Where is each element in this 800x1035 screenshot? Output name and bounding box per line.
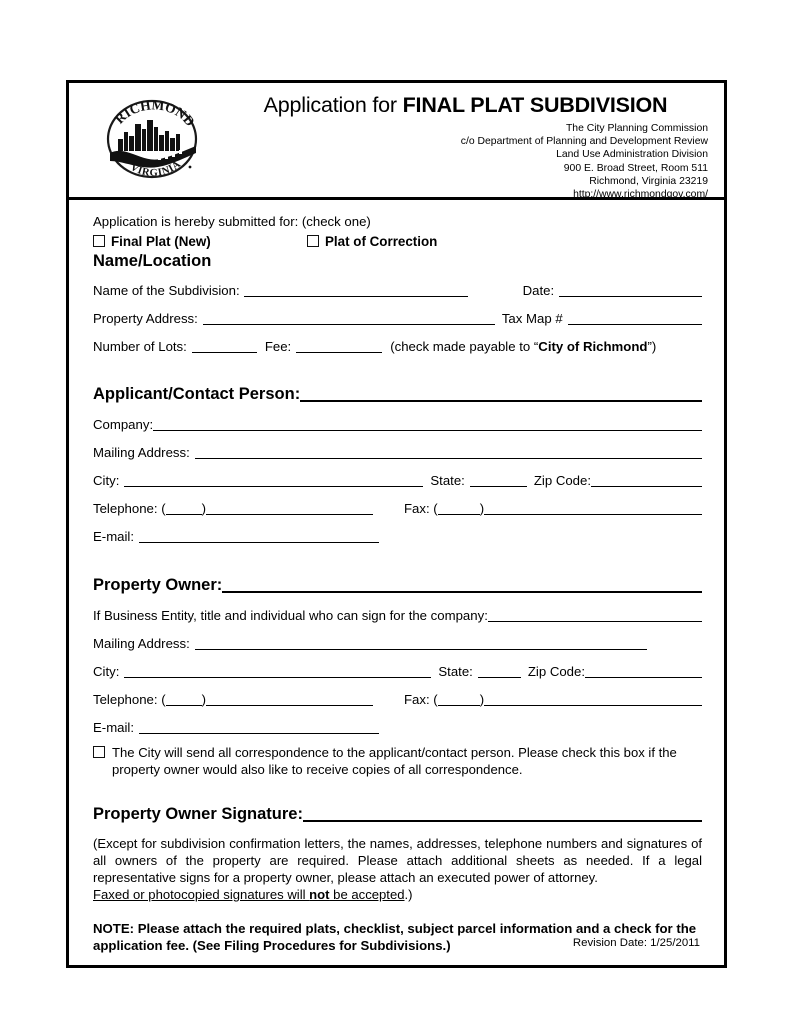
form-body <box>69 200 724 955</box>
input-applicant-city[interactable] <box>124 473 423 487</box>
input-applicant-email[interactable] <box>139 529 379 543</box>
checkbox-owner-correspondence[interactable] <box>93 746 105 758</box>
input-applicant-zip[interactable] <box>591 473 702 487</box>
row-owner-mailing-address <box>93 636 702 650</box>
signature-note-not: not <box>309 887 330 903</box>
submission-options <box>93 234 702 253</box>
label-applicant-state: State: <box>430 472 465 488</box>
payable-prefix: (check made payable to “ <box>390 338 539 354</box>
input-applicant-state[interactable] <box>470 473 527 487</box>
label-business-entity: If Business Entity, title and individual who can sign for the company: <box>93 607 488 623</box>
input-applicant-telephone[interactable] <box>206 501 373 515</box>
applicant-fax-paren: ) <box>479 500 485 516</box>
signature-note-underline-2: be accepted <box>329 887 405 903</box>
payable-suffix: ”) <box>647 338 657 354</box>
owner-telephone-paren: ) <box>201 691 206 707</box>
label-owner-telephone: Telephone: ( <box>93 691 166 707</box>
input-business-entity[interactable] <box>488 608 702 622</box>
submission-instruction: Application is hereby submitted for: (check one) <box>93 214 371 229</box>
label-applicant-telephone: Telephone: ( <box>93 500 166 516</box>
label-applicant-zip: Zip Code: <box>533 472 592 488</box>
section-heading-property-owner-row <box>93 576 702 593</box>
address-line: 900 E. Broad Street, Room 511 <box>563 162 708 174</box>
label-property-address: Property Address: <box>93 310 198 326</box>
row-applicant-mailing-address <box>93 445 702 459</box>
logo-richmond-text: RICHMOND <box>111 97 198 130</box>
input-property-address[interactable] <box>203 311 495 325</box>
label-plat-of-correction: Plat of Correction <box>325 233 438 249</box>
form-header <box>69 83 724 200</box>
applicant-telephone-paren: ) <box>201 500 206 516</box>
input-tax-map[interactable] <box>568 311 702 325</box>
agency-website-link[interactable]: http://www.richmondgov.com/ <box>573 189 708 201</box>
label-final-plat-new: Final Plat (New) <box>111 233 211 249</box>
section-heading-applicant-row <box>93 385 702 402</box>
payable-note <box>390 340 656 353</box>
input-owner-mailing-address[interactable] <box>195 636 647 650</box>
section-heading-owner-signature: Property Owner Signature: <box>93 804 303 823</box>
owner-fax-paren: ) <box>479 691 485 707</box>
checkbox-plat-of-correction[interactable] <box>307 235 319 247</box>
label-tax-map: Tax Map # <box>501 310 563 326</box>
page-title <box>219 94 712 118</box>
input-number-of-lots[interactable] <box>192 339 257 353</box>
signature-note-paragraph <box>93 835 702 903</box>
input-owner-fax-areacode[interactable] <box>438 692 480 706</box>
label-applicant-city: City: <box>93 472 120 488</box>
signature-note-part1: (Except for subdivision confirmation letters, the names, addresses, telephone numbers and signatures of all owners of the property are required. Please attach additional sheets as needed. If a legal representative signs for a property owner, please attach an executed power of attorney. <box>93 836 702 886</box>
label-applicant-fax: Fax: ( <box>404 500 438 516</box>
submission-option-2-group <box>307 234 437 249</box>
input-owner-telephone[interactable] <box>206 692 373 706</box>
title-emphasis: FINAL PLAT SUBDIVISION <box>402 93 668 117</box>
input-date[interactable] <box>559 283 702 297</box>
agency-address-block <box>219 122 712 202</box>
label-owner-city: City: <box>93 663 120 679</box>
row-applicant-company <box>93 417 702 431</box>
signature-note-tail: .) <box>404 887 413 903</box>
row-owner-email <box>93 720 702 734</box>
label-owner-mailing-address: Mailing Address: <box>93 635 190 651</box>
row-applicant-phone-fax <box>93 501 702 515</box>
header-title-block <box>219 94 712 202</box>
input-owner-email[interactable] <box>139 720 379 734</box>
input-owner-city[interactable] <box>124 664 431 678</box>
section-heading-applicant: Applicant/Contact Person: <box>93 384 301 403</box>
input-applicant-fax-areacode[interactable] <box>438 501 480 515</box>
label-owner-zip: Zip Code: <box>527 663 586 679</box>
label-owner-email: E-mail: <box>93 719 135 735</box>
section-heading-name-location: Name/Location <box>93 251 212 270</box>
signature-note-underline-1: Faxed or photocopied signatures will <box>93 887 310 903</box>
row-property-address-taxmap <box>93 311 702 325</box>
input-fee[interactable] <box>296 339 382 353</box>
address-line: The City Planning Commission <box>565 122 708 134</box>
logo-virginia-text: VIRGINIA <box>128 158 184 179</box>
input-applicant-company[interactable] <box>153 417 702 431</box>
row-applicant-email <box>93 529 702 543</box>
input-applicant-fax[interactable] <box>484 501 702 515</box>
input-subdivision-name[interactable] <box>244 283 468 297</box>
section-heading-signature-row <box>93 805 702 822</box>
input-owner-fax[interactable] <box>484 692 702 706</box>
address-line: Richmond, Virginia 23219 <box>589 175 708 187</box>
row-subdivision-date <box>93 283 702 297</box>
row-lots-fee <box>93 339 702 353</box>
row-owner-phone-fax <box>93 692 702 706</box>
label-date: Date: <box>522 282 555 298</box>
section-heading-property-owner: Property Owner: <box>93 575 223 594</box>
row-business-entity <box>93 608 702 622</box>
title-prefix: Application for <box>263 93 403 117</box>
input-owner-zip[interactable] <box>585 664 702 678</box>
input-owner-telephone-areacode[interactable] <box>166 692 202 706</box>
attachment-note: NOTE: Please attach the required plats, checklist, subject parcel information and a check for the application fee. (See Filing Procedures for Subdivisions.) <box>93 921 697 954</box>
revision-date: Revision Date: 1/25/2011 <box>572 937 700 949</box>
label-owner-state: State: <box>438 663 473 679</box>
input-property-owner-name[interactable] <box>222 576 702 593</box>
payable-emphasis: City of Richmond <box>538 338 648 354</box>
label-applicant-company: Company: <box>93 416 154 432</box>
form-frame <box>66 80 727 968</box>
row-owner-city-state-zip <box>93 664 702 678</box>
checkbox-final-plat-new[interactable] <box>93 235 105 247</box>
label-applicant-mailing-address: Mailing Address: <box>93 444 190 460</box>
label-owner-fax: Fax: ( <box>404 691 438 707</box>
input-applicant-mailing-address[interactable] <box>195 445 702 459</box>
label-applicant-email: E-mail: <box>93 528 135 544</box>
label-number-of-lots: Number of Lots: <box>93 338 187 354</box>
label-subdivision-name: Name of the Subdivision: <box>93 282 240 298</box>
input-owner-state[interactable] <box>478 664 521 678</box>
input-applicant-telephone-areacode[interactable] <box>166 501 202 515</box>
row-applicant-city-state-zip <box>93 473 702 487</box>
richmond-city-seal-logo <box>100 91 204 189</box>
label-fee: Fee: <box>264 338 292 354</box>
address-line: c/o Department of Planning and Development Review <box>460 135 708 147</box>
correspondence-text: The City will send all correspondence to the applicant/contact person. Please check this box if the property owner would also like to receive copies of all correspondence. <box>112 745 677 778</box>
correspondence-optin <box>93 744 702 778</box>
address-line: Land Use Administration Division <box>556 149 708 161</box>
input-applicant-name[interactable] <box>300 385 702 402</box>
input-owner-signature[interactable] <box>303 805 702 822</box>
